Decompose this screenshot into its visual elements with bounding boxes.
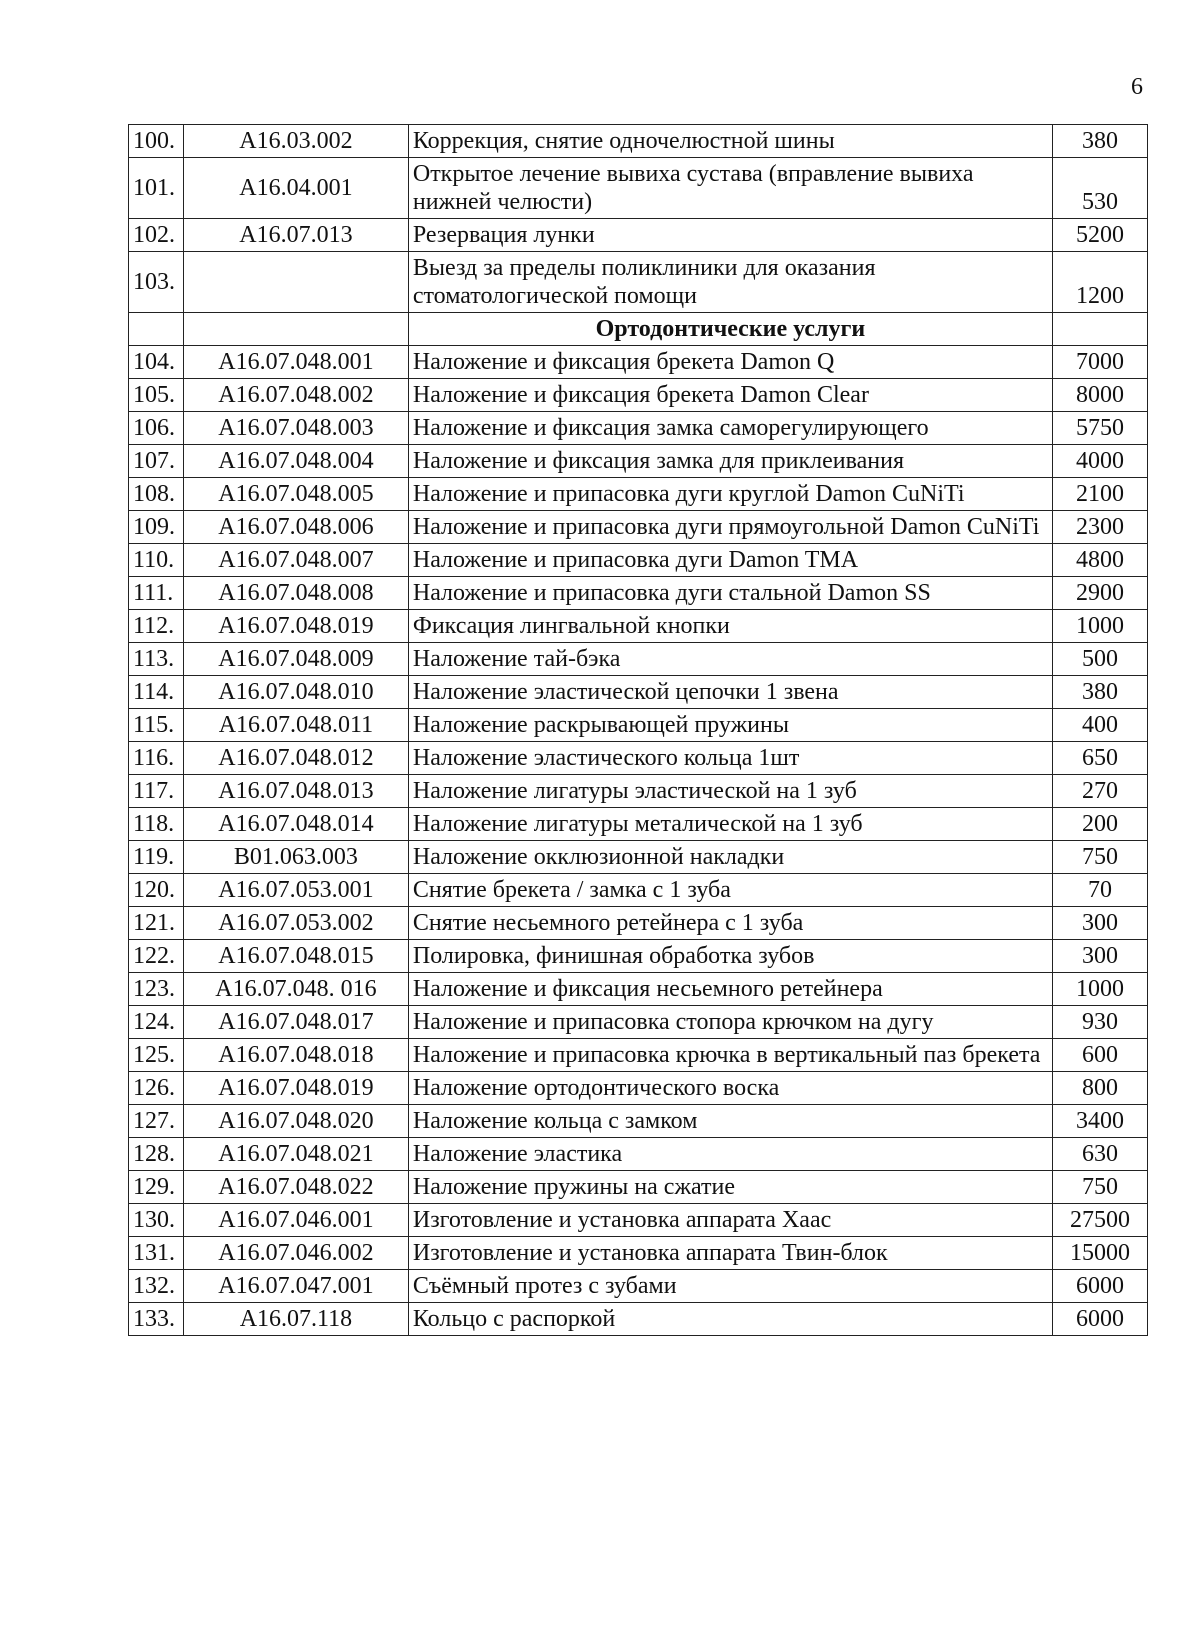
service-code-cell: A16.07.048.015 <box>183 940 408 973</box>
service-name-cell: Резервация лунки <box>408 219 1052 252</box>
service-name-cell: Наложение эластика <box>408 1138 1052 1171</box>
table-row <box>129 219 1148 252</box>
row-number-cell: 117. <box>129 775 184 808</box>
price-cell: 2100 <box>1053 478 1148 511</box>
service-name-cell: Наложение и припасовка дуги стальной Damon SS <box>408 577 1052 610</box>
row-number-cell: 105. <box>129 379 184 412</box>
service-code-cell: A16.03.002 <box>183 125 408 158</box>
row-number-cell: 116. <box>129 742 184 775</box>
service-name-cell: Коррекция, снятие одночелюстной шины <box>408 125 1052 158</box>
service-code-cell: A16.07.048.009 <box>183 643 408 676</box>
service-code-cell: A16.07.048.018 <box>183 1039 408 1072</box>
table-row <box>129 643 1148 676</box>
row-number-cell: 115. <box>129 709 184 742</box>
table-body <box>129 125 1148 1336</box>
table-row <box>129 1072 1148 1105</box>
service-name-cell: Наложение пружины на сжатие <box>408 1171 1052 1204</box>
table-row <box>129 252 1148 313</box>
service-code-cell: A16.07.048.020 <box>183 1105 408 1138</box>
price-cell: 500 <box>1053 643 1148 676</box>
price-cell: 300 <box>1053 940 1148 973</box>
price-cell: 5750 <box>1053 412 1148 445</box>
price-cell: 380 <box>1053 676 1148 709</box>
service-code-cell: A16.07.048.008 <box>183 577 408 610</box>
service-code-cell: A16.07.046.002 <box>183 1237 408 1270</box>
service-code-cell: A16.07.053.002 <box>183 907 408 940</box>
row-number-cell: 132. <box>129 1270 184 1303</box>
service-name-cell: Выезд за пределы поликлиники для оказания стоматологической помощи <box>408 252 1052 313</box>
price-cell: 1000 <box>1053 973 1148 1006</box>
table-row <box>129 379 1148 412</box>
row-number-cell: 122. <box>129 940 184 973</box>
service-name-cell: Наложение и припасовка дуги круглой Damon CuNiTi <box>408 478 1052 511</box>
row-number-cell: 128. <box>129 1138 184 1171</box>
table-row <box>129 158 1148 219</box>
price-cell: 1200 <box>1053 252 1148 313</box>
table-row <box>129 1039 1148 1072</box>
price-cell: 4800 <box>1053 544 1148 577</box>
service-name-cell: Съёмный протез с зубами <box>408 1270 1052 1303</box>
price-cell: 6000 <box>1053 1303 1148 1336</box>
price-cell: 7000 <box>1053 346 1148 379</box>
row-number-cell: 104. <box>129 346 184 379</box>
price-cell: 3400 <box>1053 1105 1148 1138</box>
table-row <box>129 1303 1148 1336</box>
service-name-cell: Снятие брекета / замка с 1 зуба <box>408 874 1052 907</box>
row-number-cell: 111. <box>129 577 184 610</box>
page-number: 6 <box>1131 74 1143 100</box>
service-code-cell: B01.063.003 <box>183 841 408 874</box>
service-code-cell: A16.04.001 <box>183 158 408 219</box>
service-code-cell: A16.07.048.010 <box>183 676 408 709</box>
price-cell: 200 <box>1053 808 1148 841</box>
table-row <box>129 907 1148 940</box>
service-code-cell: A16.07.048.001 <box>183 346 408 379</box>
price-cell: 530 <box>1053 158 1148 219</box>
table-row <box>129 610 1148 643</box>
service-name-cell: Наложение и припасовка дуги Damon TMA <box>408 544 1052 577</box>
row-number-cell: 130. <box>129 1204 184 1237</box>
price-cell: 5200 <box>1053 219 1148 252</box>
row-number-cell: 106. <box>129 412 184 445</box>
service-name-cell: Изготовление и установка аппарата Хаас <box>408 1204 1052 1237</box>
service-name-cell: Наложение ортодонтического воска <box>408 1072 1052 1105</box>
price-cell <box>1053 313 1148 346</box>
table-row <box>129 1204 1148 1237</box>
price-table <box>128 124 1148 1336</box>
service-code-cell: A16.07.048.019 <box>183 1072 408 1105</box>
price-cell: 27500 <box>1053 1204 1148 1237</box>
table-row <box>129 412 1148 445</box>
table-row <box>129 445 1148 478</box>
price-cell: 2300 <box>1053 511 1148 544</box>
row-number-cell: 103. <box>129 252 184 313</box>
row-number-cell: 118. <box>129 808 184 841</box>
service-code-cell: A16.07.048.005 <box>183 478 408 511</box>
service-code-cell: A16.07.048.021 <box>183 1138 408 1171</box>
service-code-cell: A16.07.048.011 <box>183 709 408 742</box>
table-row <box>129 125 1148 158</box>
row-number-cell: 125. <box>129 1039 184 1072</box>
service-code-cell: A16.07.048.022 <box>183 1171 408 1204</box>
row-number-cell: 119. <box>129 841 184 874</box>
service-name-cell: Кольцо с распоркой <box>408 1303 1052 1336</box>
service-code-cell: A16.07.048.002 <box>183 379 408 412</box>
table-row <box>129 1138 1148 1171</box>
table-row <box>129 577 1148 610</box>
price-cell: 930 <box>1053 1006 1148 1039</box>
table-row <box>129 742 1148 775</box>
price-cell: 2900 <box>1053 577 1148 610</box>
service-code-cell: A16.07.048.014 <box>183 808 408 841</box>
price-cell: 650 <box>1053 742 1148 775</box>
service-name-cell: Наложение эластического кольца 1шт <box>408 742 1052 775</box>
row-number-cell: 121. <box>129 907 184 940</box>
table-row <box>129 709 1148 742</box>
service-name-cell: Наложение и припасовка стопора крючком на дугу <box>408 1006 1052 1039</box>
service-name-cell: Наложение и фиксация замка для приклеивания <box>408 445 1052 478</box>
service-code-cell: A16.07.048.006 <box>183 511 408 544</box>
price-cell: 800 <box>1053 1072 1148 1105</box>
table-row <box>129 1237 1148 1270</box>
price-cell: 15000 <box>1053 1237 1148 1270</box>
service-name-cell: Наложение и припасовка дуги прямоугольной Damon CuNiTi <box>408 511 1052 544</box>
table-row <box>129 973 1148 1006</box>
table-row <box>129 1006 1148 1039</box>
row-number-cell: 129. <box>129 1171 184 1204</box>
price-cell: 270 <box>1053 775 1148 808</box>
service-name-cell: Ортодонтические услуги <box>408 313 1052 346</box>
service-code-cell: A16.07.047.001 <box>183 1270 408 1303</box>
service-name-cell: Наложение кольца с замком <box>408 1105 1052 1138</box>
service-name-cell: Наложение раскрывающей пружины <box>408 709 1052 742</box>
row-number-cell: 113. <box>129 643 184 676</box>
price-cell: 8000 <box>1053 379 1148 412</box>
service-code-cell <box>183 252 408 313</box>
service-code-cell: A16.07.048.012 <box>183 742 408 775</box>
row-number-cell: 108. <box>129 478 184 511</box>
table-row <box>129 478 1148 511</box>
service-name-cell: Наложение и фиксация брекета Damon Q <box>408 346 1052 379</box>
row-number-cell: 102. <box>129 219 184 252</box>
service-name-cell: Снятие несьемного ретейнера с 1 зуба <box>408 907 1052 940</box>
service-name-cell: Наложение и фиксация замка саморегулирующего <box>408 412 1052 445</box>
service-name-cell: Изготовление и установка аппарата Твин-блок <box>408 1237 1052 1270</box>
table-row <box>129 1105 1148 1138</box>
row-number-cell: 124. <box>129 1006 184 1039</box>
service-code-cell: A16.07.053.001 <box>183 874 408 907</box>
row-number-cell: 110. <box>129 544 184 577</box>
row-number-cell: 131. <box>129 1237 184 1270</box>
row-number-cell: 114. <box>129 676 184 709</box>
service-code-cell: A16.07.048.004 <box>183 445 408 478</box>
service-name-cell: Наложение и фиксация несьемного ретейнера <box>408 973 1052 1006</box>
row-number-cell: 100. <box>129 125 184 158</box>
table-row <box>129 940 1148 973</box>
service-code-cell: A16.07.048.017 <box>183 1006 408 1039</box>
row-number-cell: 127. <box>129 1105 184 1138</box>
service-name-cell: Полировка, финишная обработка зубов <box>408 940 1052 973</box>
service-code-cell: A16.07.048.007 <box>183 544 408 577</box>
service-name-cell: Наложение и припасовка крючка в вертикальный паз брекета <box>408 1039 1052 1072</box>
price-cell: 6000 <box>1053 1270 1148 1303</box>
service-code-cell: A16.07.048.003 <box>183 412 408 445</box>
price-cell: 1000 <box>1053 610 1148 643</box>
service-code-cell: A16.07.046.001 <box>183 1204 408 1237</box>
service-code-cell: A16.07.118 <box>183 1303 408 1336</box>
service-name-cell: Наложение тай-бэка <box>408 643 1052 676</box>
table-row <box>129 544 1148 577</box>
service-code-cell: A16.07.013 <box>183 219 408 252</box>
row-number-cell: 126. <box>129 1072 184 1105</box>
price-cell: 300 <box>1053 907 1148 940</box>
table-row <box>129 346 1148 379</box>
service-name-cell: Наложение лигатуры металической на 1 зуб <box>408 808 1052 841</box>
row-number-cell: 107. <box>129 445 184 478</box>
row-number-cell: 101. <box>129 158 184 219</box>
price-cell: 600 <box>1053 1039 1148 1072</box>
table-row <box>129 874 1148 907</box>
row-number-cell: 133. <box>129 1303 184 1336</box>
table-row <box>129 511 1148 544</box>
price-cell: 380 <box>1053 125 1148 158</box>
table-row <box>129 808 1148 841</box>
service-code-cell: A16.07.048.013 <box>183 775 408 808</box>
service-name-cell: Фиксация лингвальной кнопки <box>408 610 1052 643</box>
price-cell: 400 <box>1053 709 1148 742</box>
section-header-row <box>129 313 1148 346</box>
row-number-cell: 120. <box>129 874 184 907</box>
price-cell: 70 <box>1053 874 1148 907</box>
table-row <box>129 1171 1148 1204</box>
service-name-cell: Наложение лигатуры эластической на 1 зуб <box>408 775 1052 808</box>
service-code-cell: A16.07.048. 016 <box>183 973 408 1006</box>
price-cell: 4000 <box>1053 445 1148 478</box>
service-code-cell: A16.07.048.019 <box>183 610 408 643</box>
service-name-cell: Наложение и фиксация брекета Damon Clear <box>408 379 1052 412</box>
table-row <box>129 1270 1148 1303</box>
row-number-cell: 109. <box>129 511 184 544</box>
service-name-cell: Открытое лечение вывиха сустава (вправление вывиха нижней челюсти) <box>408 158 1052 219</box>
service-code-cell <box>183 313 408 346</box>
table-row <box>129 841 1148 874</box>
table-row <box>129 676 1148 709</box>
price-cell: 630 <box>1053 1138 1148 1171</box>
service-name-cell: Наложение эластической цепочки 1 звена <box>408 676 1052 709</box>
row-number-cell <box>129 313 184 346</box>
row-number-cell: 112. <box>129 610 184 643</box>
row-number-cell: 123. <box>129 973 184 1006</box>
price-cell: 750 <box>1053 841 1148 874</box>
table-row <box>129 775 1148 808</box>
service-name-cell: Наложение окклюзионной накладки <box>408 841 1052 874</box>
price-cell: 750 <box>1053 1171 1148 1204</box>
